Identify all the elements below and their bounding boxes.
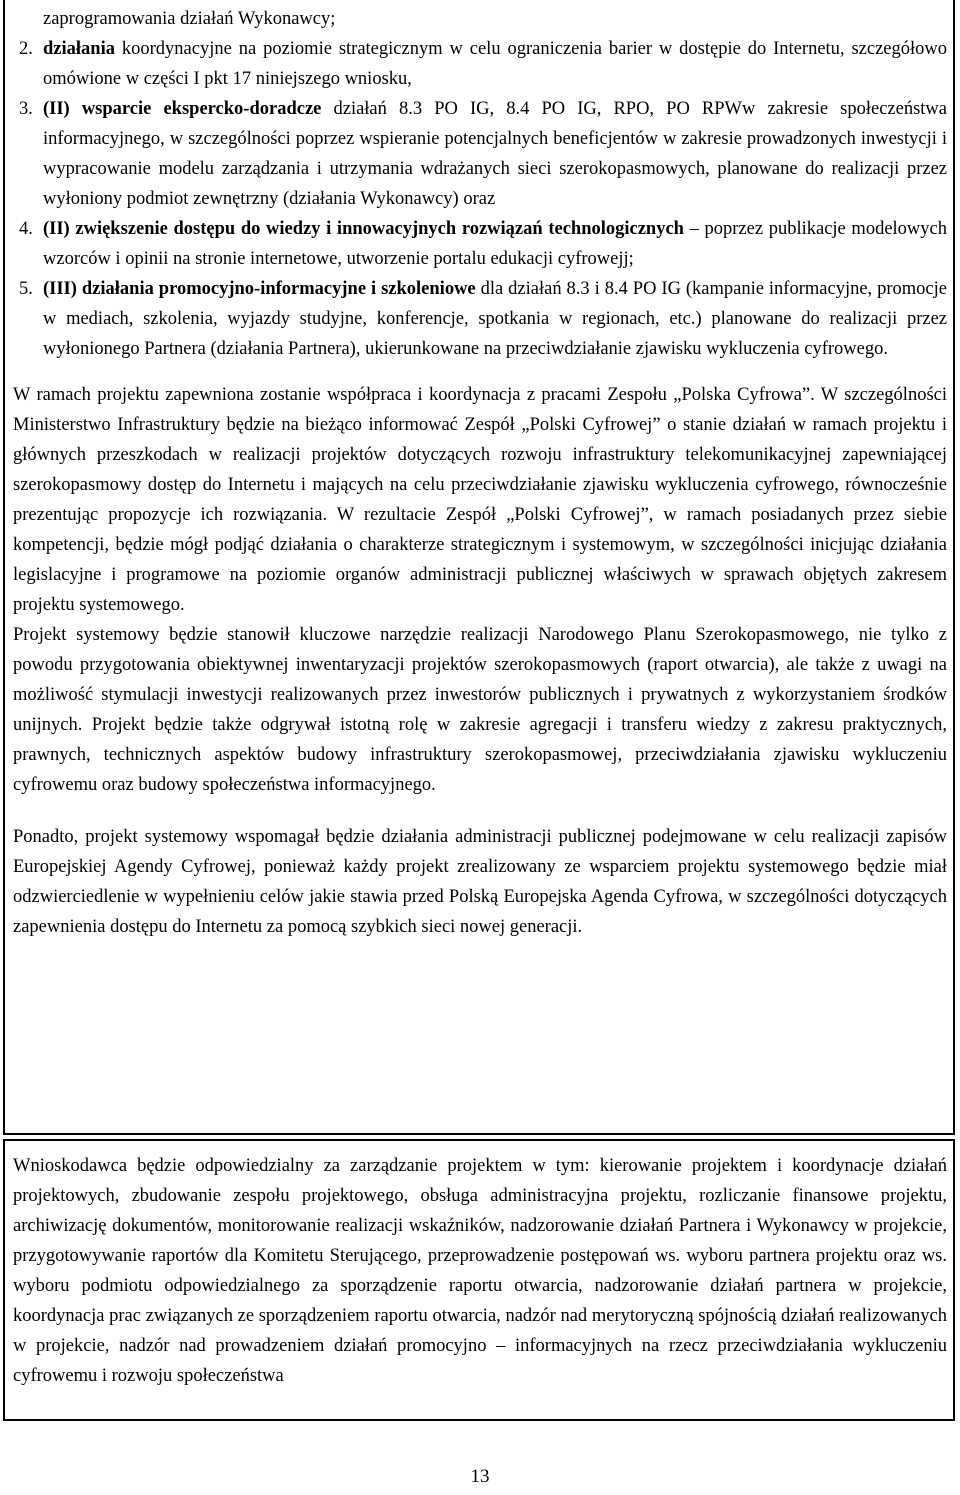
list-number: 4. [19, 219, 33, 239]
paragraph-applicant: Wnioskodawca będzie odpowiedzialny za zarządzanie projektem w tym: kierowanie projektem i koordynacje działań projektowych, zbudowanie zespołu projektowego, obsługa administracyjna projektu, rozliczanie finansowe projektu, archiwizację dokumentów, monitorowanie realizacji wskaźników, nadzorowanie działań Partnera i Wykonawcy w projekcie, przygotowywanie raportów dla Komitetu Sterującego, przeprowadzenie postępowań ws. wyboru partnera projektu oraz ws. wyboru podmiotu odpowiedzialnego za sporządzenie raportu otwarcia, nadzorowanie działań partnera w projekcie, koordynacja prac związanych ze sporządzeniem raportu otwarcia, nadzór nad merytoryczną spójnością działań realizowanych w projekcie, nadzór nad prowadzeniem działań promocyjno – informacyjnych na rzecz przeciwdziałania wykluczeniu cyfrowemu i rozwoju społeczeństwa [13, 1156, 947, 1386]
list-item-5 [13, 274, 947, 364]
list-continuation: zaprogramowania działań Wykonawcy; [43, 9, 336, 29]
paragraph-systemic-project: Projekt systemowy będzie stanowił kluczowe narzędzie realizacji Narodowego Planu Szerokopasmowego, nie tylko z powodu przygotowania obiektywnej inwentaryzacji projektów szerokopasmowych (raport otwarcia), ale także z uwagi na możliwość stymulacji inwestycji realizowanych przez inwestorów publicznych i prywatnych z wykorzystaniem środków unijnych. Projekt będzie także odgrywał istotną rolę w zakresie agregacji i transferu wiedzy z zakresu praktycznych, prawnych, technicznych aspektów budowy infrastruktury szerokopasmowej, przeciwdziałania zjawisku wykluczeniu cyfrowemu oraz budowy społeczeństwa informacyjnego. [13, 625, 947, 795]
list-number: 2. [19, 39, 33, 59]
list-item-2 [13, 34, 947, 94]
list-item-bold: (II) zwiększenie dostępu do wiedzy i innowacyjnych rozwiązań technologicznych [43, 219, 684, 239]
list-item-3 [13, 94, 947, 214]
applicant-text-frame [3, 1139, 955, 1421]
list-item-text: koordynacyjne na poziomie strategicznym w celu ograniczenia barier w dostępie do Internetu, szczegółowo omówione w części I pkt 17 niniejszego wniosku, [43, 39, 947, 89]
list-item-bold: działania [43, 39, 115, 59]
list-item-text: dla działań 8.3 i 8.4 PO IG (kampanie informacyjne, promocje w mediach, szkolenia, wyjazdy studyjne, konferencje, spotkania w regionach, etc.) planowane do realizacji przez wyłonionego Partnera (działania Partnera), ukierunkowane na przeciwdziałanie zjawisku wykluczenia cyfrowego. [43, 279, 947, 359]
list-item-4 [13, 214, 947, 274]
list-item-text: działań 8.3 PO IG, 8.4 PO IG, RPO, PO RPWw zakresie społeczeństwa informacyjnego, w szczególności poprzez wspieranie potencjalnych beneficjentów w zakresie prowadzonych inwestycji i wypracowanie modelu zarządzania i utrzymania wdrażanych sieci szerokopasmowych, planowane do realizacji przez wyłoniony podmiot zewnętrzny (działania Wykonawcy) oraz [43, 99, 947, 209]
paragraph-cooperation: W ramach projektu zapewniona zostanie współpraca i koordynacja z pracami Zespołu „Polska Cyfrowa”. W szczególności Ministerstwo Infrastruktury będzie na bieżąco informować Zespół „Polski Cyfrowej” o stanie działań w ramach projektu i głównych przeszkodach w realizacji projektów dotyczących rozwoju infrastruktury telekomunikacyjnej zapewniającej szerokopasmowy dostęp do Internetu i mających na celu przeciwdziałanie zjawisku wykluczenia cyfrowego, równocześnie prezentując propozycje ich rozwiązania. W rezultacie Zespół „Polski Cyfrowej”, w ramach posiadanych przez siebie kompetencji, będzie mógł podjąć działania o charakterze strategicznym i systemowym, w szczególności inicjując działania legislacyjne i programowe na poziomie organów administracji publicznej właściwych w sprawach objętych zakresem projektu systemowego. [13, 385, 947, 615]
page-number: 13 [470, 1466, 490, 1487]
list-number: 3. [19, 99, 33, 119]
list-item-bold: (III) działania promocyjno-informacyjne i szkoleniowe [43, 279, 476, 299]
frame-content [13, 1151, 947, 1391]
frame-content [13, 4, 947, 942]
list-number: 5. [19, 279, 33, 299]
list-item-bold: (II) wsparcie ekspercko-doradcze [43, 99, 322, 119]
main-text-frame [3, 0, 955, 1135]
paragraph-digital-agenda: Ponadto, projekt systemowy wspomagał będzie działania administracji publicznej podejmowane w celu realizacji zapisów Europejskiej Agendy Cyfrowej, ponieważ każdy projekt zrealizowany ze wsparciem projektu systemowego będzie miał odzwierciedlenie w wypełnieniu celów jakie stawia przed Polską Europejska Agenda Cyfrowa, w szczególności dotyczących zapewnienia dostępu do Internetu za pomocą szybkich sieci nowej generacji. [13, 827, 947, 937]
list-item-text: – poprzez publikacje modelowych wzorców i opinii na stronie internetowe, utworzenie portalu edukacji cyfrowejj; [43, 219, 947, 269]
